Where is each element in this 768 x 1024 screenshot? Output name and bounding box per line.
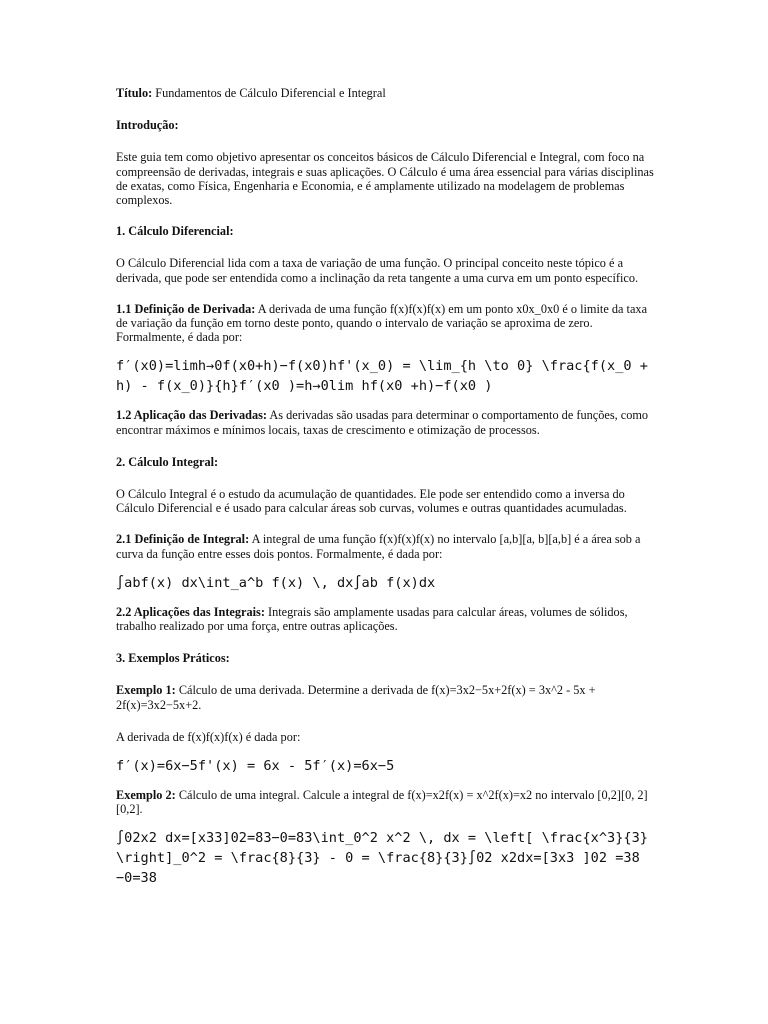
section-2-paragraph: O Cálculo Integral é o estudo da acumulação de quantidades. Ele pode ser entendido como a inversa do Cálculo Diferencial e é usado para calcular áreas sob curvas, volumes e outras quantidades acumuladas.: [116, 487, 627, 516]
section-1-1-paragraph: [116, 302, 656, 345]
section-2-2-text: Integrais são amplamente usadas para calcular áreas, volumes de sólidos, trabalho realizado por uma força, entre outras aplicações.: [116, 604, 628, 634]
example-2-paragraph: [116, 788, 656, 816]
section-1-2-text: As derivadas são usadas para determinar o comportamento de funções, como encontrar máximos e mínimos locais, taxas de crescimento e otimização de processos.: [116, 408, 649, 437]
section-2-1-text: A integral de uma função f(x)f(x)f(x) no intervalo [a,b][a, b][a,b] é a área sob a curva da função entre esses dois pontos. Formalmente, é dada por:: [116, 532, 641, 561]
section-1-2-label: 1.2 Aplicação das Derivadas:: [116, 408, 267, 423]
document-title: [116, 86, 656, 100]
example-1-formula: f′(x)=6x−5f'(x) = 6x - 5f′(x)=6x−5: [116, 758, 395, 775]
integral-formula: ∫abf(x) dx\int_a^b f(x) \, dx∫ab f(x)dx: [116, 574, 436, 591]
example-2-label: Exemplo 2:: [116, 788, 176, 803]
example-2-text: Cálculo de uma integral. Calcule a integral de f(x)=x2f(x) = x^2f(x)=x2 no intervalo [0,2][0, 2][0,2].: [116, 788, 648, 817]
example-1-paragraph: [116, 683, 656, 711]
intro-heading: Introdução:: [116, 118, 179, 133]
section-1-paragraph: O Cálculo Diferencial lida com a taxa de variação de uma função. O principal conceito neste tópico é a derivada, que pode ser entendida como a inclinação da reta tangente a uma curva em um ponto específico.: [116, 256, 639, 285]
example-1-text: Cálculo de uma derivada. Determine a derivada de f(x)=3x2−5x+2f(x) = 3x^2 - 5x + 2f(x)=3x2−5x+2.: [116, 683, 596, 712]
section-2-1-paragraph: [116, 532, 656, 560]
section-1-2-paragraph: [116, 408, 656, 436]
section-1-1-text: A derivada de uma função f(x)f(x)f(x) em um ponto x0x_0x0 é o limite da taxa de variação da função em torno deste ponto, quando o intervalo de variação se aproxima de zero. Formalmente, é dada por:: [116, 301, 648, 345]
section-2-2-paragraph: [116, 605, 656, 633]
example-1-label: Exemplo 1:: [116, 683, 176, 698]
section-2-2-label: 2.2 Aplicações das Integrais:: [116, 604, 265, 619]
title-text: Fundamentos de Cálculo Diferencial e Integral: [155, 86, 386, 100]
section-1-heading: 1. Cálculo Diferencial:: [116, 224, 234, 239]
section-2-1-label: 2.1 Definição de Integral:: [116, 532, 250, 547]
example-1-result-text: A derivada de f(x)f(x)f(x) é dada por:: [116, 729, 301, 744]
derivative-formula: f′(x0)=lim⁡h→0f(x0+h)−f(x0)hf'(x_0) = \lim_{h \to 0} \frac{f(x_0 + h) - f(x_0)}{h}f′(x0 )=h→0lim hf(x0 +h)−f(x0 ): [116, 358, 657, 395]
intro-paragraph: Este guia tem como objetivo apresentar os conceitos básicos de Cálculo Diferencial e Integral, com foco na compreensão de derivadas, integrais e suas aplicações. O Cálculo é uma área essencial para várias disciplinas de exatas, como Física, Engenharia e Economia, e é amplamente utilizado na modelagem de problemas complexos.: [116, 150, 654, 208]
section-3-heading: 3. Exemplos Práticos:: [116, 651, 230, 666]
example-2-formula: ∫02x2 dx=[x33]02=83−0=83\int_0^2 x^2 \, dx = \left[ \frac{x^3}{3} \right]_0^2 = \frac{8}{3} - 0 = \frac{8}{3}∫02 x2dx=[3x3 ]02 =38 −0=38: [116, 830, 657, 887]
section-2-heading: 2. Cálculo Integral:: [116, 454, 219, 469]
section-1-1-label: 1.1 Definição de Derivada:: [116, 301, 256, 316]
document-page: [116, 86, 656, 888]
title-label: Título:: [116, 86, 153, 100]
